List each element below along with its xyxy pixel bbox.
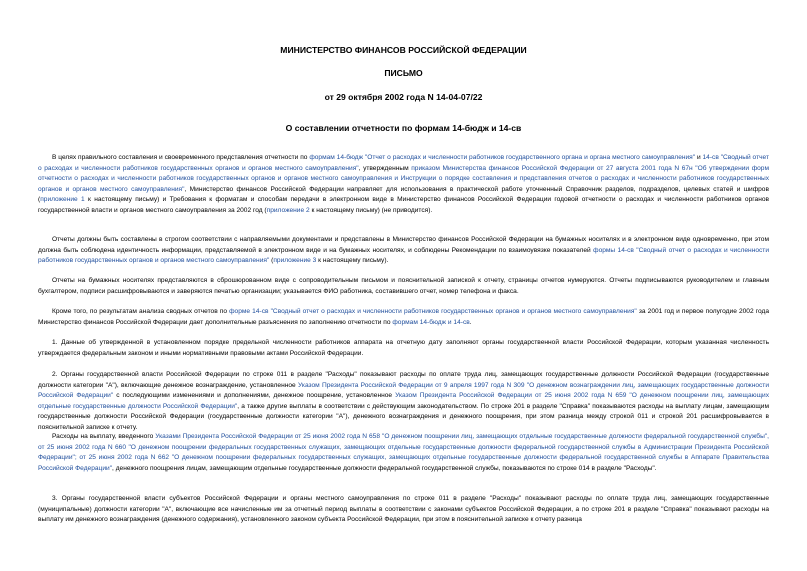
document-date-number: от 29 октября 2002 года N 14-04-07/22 [324, 92, 483, 102]
paragraph-text: 2. Органы государственной власти Российской Федерации по строке 011 в разделе "Расходы" показывают расходы по оплате труда лиц, замещающих государственные должности Российской Федерации (государственные должности категории "А"), включающие денежное вознаграждение, установленное [38, 371, 769, 389]
paragraph-text: , денежного поощрения лицам, замещающим отдельные государственные должности федеральной государственной службы, показываются по строке 014 в разделе "Расходы". [112, 464, 657, 472]
paragraph-text: . [469, 318, 472, 326]
document-link[interactable]: формам 14-бюдж "Отчет о расходах и численности работников государственного органа и органа местного самоуправления" [309, 154, 696, 161]
document-link[interactable]: приказом Министерства финансов Российской Федерации от 27 августа 2001 года N 67н "Об утверждении форм отчетности о расходах и численности работников государственных органов и органов местного самоуправления и Инструкции о порядке составления и представления отчетов о расходах и численности работников государственных органов и органов местного самоуправления" [38, 164, 769, 193]
paragraph-text: , Министерство финансов Российской Федерации направляет для использования в практической работе уточненный Справочник разделов, подразделов, целевых статей и шифров ( [38, 185, 769, 204]
paragraph-text: Расходы на выплату, введенного [52, 433, 156, 440]
document-link[interactable]: Указом Президента Российской Федерации от 25 июня 2002 года N 659 "О денежном поощрении лиц, замещающих отдельные государственные должности Российской Федерации" [38, 392, 769, 410]
paragraph-text: Отчеты на бумажных носителях представляются в сброшюрованном виде с сопроводительным письмом и пояснительной запиской к отчету, страницы отчетов нумеруются. Отчеты подписываются руководителем и главным бухгалтером, подписи расшифровываются и заверяются печатью организации; указывается ФИО работника, составившего отчет, номер телефона и факса. [38, 277, 769, 295]
document-link[interactable]: формам 14-бюдж и 14-св [392, 318, 470, 326]
document-link[interactable]: 14-св "Сводный отчет о расходах и численности работников государственных органов и органов местного самоуправления" [38, 154, 769, 172]
document-type: ПИСЬМО [384, 68, 423, 78]
document-link[interactable]: приложение 1 [40, 196, 85, 204]
paragraph-text: к настоящему письму) и Требования к форматам и способам передачи в электронном виде в Министерство финансов Российской Федерации годовой отчетности о расходах и численности работников органов государственной власти и органов местного самоуправления за 2002 год ( [38, 196, 770, 214]
paragraph-text: , утвержденным [358, 164, 412, 172]
paragraph [38, 307, 769, 328]
paragraph [38, 153, 769, 217]
paragraph [38, 494, 769, 526]
paragraph-text: В целях правильного составления и своевременного представления отчетности по [52, 154, 310, 161]
paragraph [38, 432, 769, 474]
paragraph [38, 276, 769, 297]
paragraph [38, 235, 769, 267]
paragraph-text: ( [269, 257, 274, 265]
document-link[interactable]: форме 14-св "Сводный отчет о расходах и численности работников государственных органов и органов местного самоуправления" [229, 308, 637, 315]
document-link[interactable]: приложение 3 [273, 257, 317, 265]
paragraph-text: 1. Данные об утвержденной в установленном порядке предельной численности работников аппарата на отчетную дату заполняют органы государственной власти Российской Федерации, которым указанная численность утверждается федеральным законом и иными нормативными правовыми актами Российской Федерации. [38, 339, 769, 357]
document-link[interactable]: формы 14-св "Сводный отчет о расходах и численности работников государственных органов и органов местного самоуправления" [38, 246, 769, 265]
paragraph-text: Кроме того, по результатам анализа сводных отчетов по [52, 308, 230, 315]
document-link[interactable]: приложение 2 [266, 206, 310, 214]
paragraph-text: и [695, 154, 703, 161]
paragraph [38, 338, 769, 359]
paragraph-text: , а также другие выплаты в соответствии с действующим законодательством. По строке 201 в разделе "Справка" показываются расходы на выплату лицам, замещающим государственные должности Российской Федерации (государственные должности категории "А"), денежного вознаграждения и денежного поощрения, при этом разница между строкой 011 и строкой 201 расшифровывается в пояснительной записке к отчету. [38, 402, 770, 431]
paragraph-text: к настоящему письму) (не приводится). [309, 206, 433, 214]
paragraph-text: с последующими изменениями и дополнениями, денежное поощрение, установленное [113, 392, 396, 400]
ministry-heading: МИНИСТЕРСТВО ФИНАНСОВ РОССИЙСКОЙ ФЕДЕРАЦИИ [280, 45, 527, 55]
paragraph-text: за 2001 год и первое полугодие 2002 года Министерство финансов Российской Федерации дает дополнительные разъяснения по заполнению отчетности по [38, 308, 770, 326]
document-subject: О составлении отчетности по формам 14-бюдж и 14-св [285, 123, 522, 133]
document-link[interactable]: Указами Президента Российской Федерации от 25 июня 2002 года N 658 "О денежном поощрении лиц, замещающих отдельные государственные должности федеральной государственной службы", от 25 июня 2002 года N 660 "О денежном поощрении федеральных государственных служащих, замещающих отдельные государственные должности федеральной государственной службы в Администрации Президента Российской Федерации"; от 25 июня 2002 года N 662 "О денежном поощрении федеральных государственных служащих, замещающих отдельные государственные должности федеральной государственной службы в Аппарате Правительства Российской Федерации" [38, 433, 769, 472]
paragraph [38, 370, 769, 434]
document-link[interactable]: Указом Президента Российской Федерации от 9 апреля 1997 года N 309 "О денежном вознаграждении лиц, замещающих государственные должности Российской Федерации" [38, 381, 770, 400]
paragraph-text: 3. Органы государственной власти субъектов Российской Федерации и органы местного самоуправления по строке 011 в разделе "Расходы" показывают расходы по оплате труда лиц, замещающих государственные (муниципальные) должности категории "А", включающие все начисленные им за отчетный период выплаты в соответствии с законами субъектов Российской Федерации, а по строке 201 в разделе "Справка" показывают расходы на выплату им денежного вознаграждения (денежного содержания), установленного законом субъекта Российской Федерации, при этом в пояснительной записке к отчету разница [38, 495, 769, 524]
paragraph-text: Отчеты должны быть составлены в строгом соответствии с направляемыми документами и представлены в Министерство финансов Российской Федерации на бумажных носителях и в электронном виде одновременно, при этом должна быть соблюдена идентичность информации, представляемой в электронном виде и на бумажных носителях, и соблюдены Рекомендации по взаимоувязке показателей [38, 236, 769, 254]
paragraph-text: к настоящему письму). [316, 257, 389, 265]
